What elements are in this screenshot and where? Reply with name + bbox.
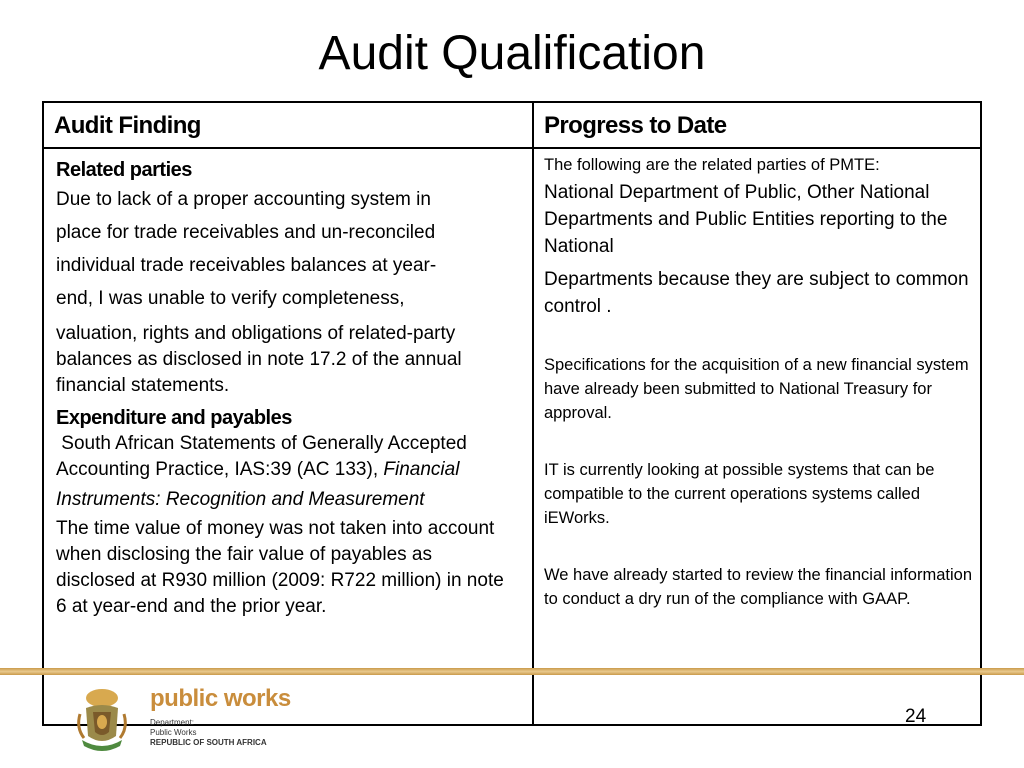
header-audit-finding: [43, 102, 533, 148]
footer-gold-line: [0, 668, 1024, 675]
audit-finding-content: [56, 157, 516, 620]
progress-para-3: Specifications for the acquisition of a new financial system have already been submitted to National Treasury for approval.: [544, 356, 969, 422]
gaap-text: South African Statements of Generally Accepted Accounting Practice, IAS:39 (AC 133),: [56, 433, 472, 480]
audit-finding-cell: [43, 148, 533, 725]
coat-of-arms-icon: [74, 684, 130, 756]
progress-para-5: We have already started to review the financial information to conduct a dry run of the compliance with GAAP.: [544, 566, 973, 608]
progress-content: [534, 149, 974, 611]
table-body-row: [43, 148, 981, 725]
audit-table: [42, 101, 982, 726]
progress-intro: The following are the related parties of PMTE:: [544, 156, 880, 174]
progress-para-2: Departments because they are subject to common control .: [544, 269, 969, 317]
header-audit-finding-label: Audit Finding: [54, 112, 201, 139]
related-parties-line-2: place for trade receivables and un-reconciled: [56, 222, 436, 243]
header-progress-to-date: [533, 102, 981, 148]
public-works-logo: [150, 686, 300, 752]
related-parties-tail: valuation, rights and obligations of related-party balances as disclosed in note 17.2 of the annual financial statements.: [56, 323, 462, 396]
header-progress-label: Progress to Date: [544, 112, 727, 139]
related-parties-heading: Related parties: [56, 159, 192, 181]
instruments-italic-line: [56, 483, 516, 516]
table-header-row: [43, 102, 981, 148]
financial-italic: Financial: [383, 459, 460, 480]
progress-para-1: National Department of Public, Other National Departments and Public Entities reporting to the National: [544, 182, 948, 257]
logo-line-republic: REPUBLIC OF SOUTH AFRICA: [150, 738, 267, 747]
related-parties-line-1: Due to lack of a proper accounting system in: [56, 189, 431, 210]
related-parties-line-4: end, I was unable to verify completeness,: [56, 288, 405, 309]
page-number: 24: [905, 706, 927, 727]
time-value-paragraph: The time value of money was not taken into account when disclosing the fair value of payables as disclosed at R930 million (2009: R722 million) in note 6 at year-end and the prior year.: [56, 518, 504, 617]
instruments-italic: Instruments: Recognition and Measurement: [56, 489, 425, 510]
gaap-paragraph: [56, 431, 516, 483]
slide-title: Audit Qualification: [318, 27, 706, 80]
progress-cell: [533, 148, 981, 725]
progress-para-4: IT is currently looking at possible systems that can be compatible to the current operations systems called iEWorks.: [544, 461, 935, 527]
related-parties-line-3: individual trade receivables balances at year-: [56, 255, 437, 276]
logo-line-department: Department:: [150, 718, 195, 727]
logo-brand-text: public works: [150, 685, 291, 712]
expenditure-heading: Expenditure and payables: [56, 407, 292, 429]
logo-line-public-works: Public Works: [150, 728, 197, 737]
